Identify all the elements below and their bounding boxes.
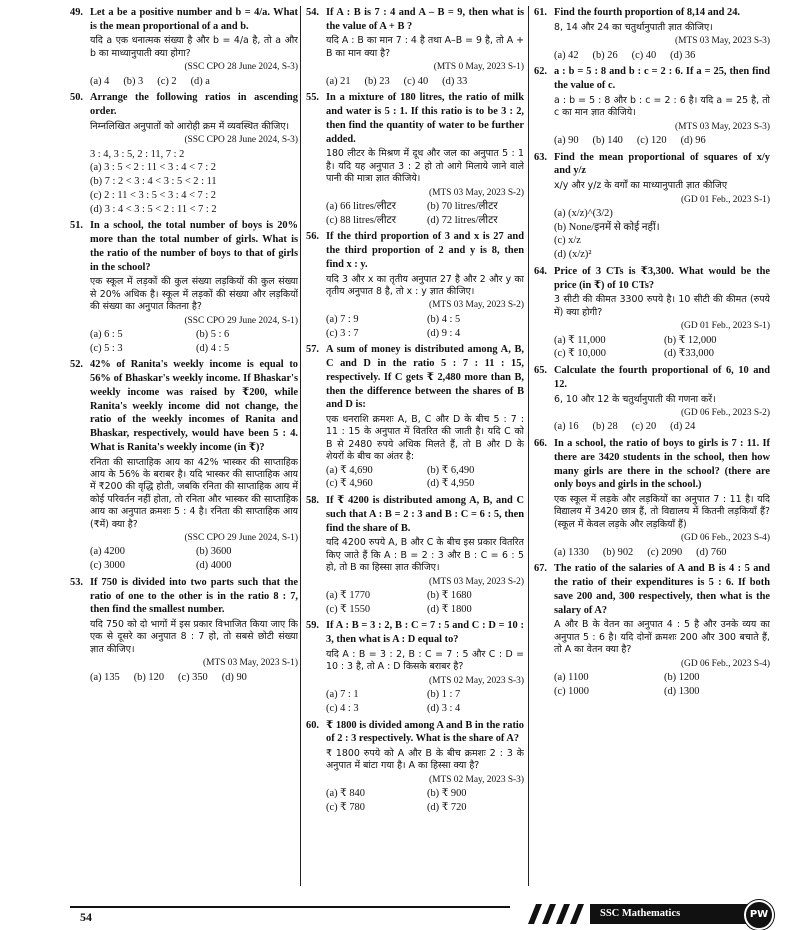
question-body	[90, 358, 298, 572]
option-a: (a) 6 : 5	[90, 328, 123, 340]
question-body	[554, 364, 770, 434]
footer-stripes-icon	[520, 904, 590, 924]
exam-source: (GD 06 Feb., 2023 S-2)	[680, 407, 770, 418]
question-item	[70, 91, 298, 216]
option-c: (c) 88 litres/लीटर	[326, 214, 397, 226]
question-item	[306, 230, 524, 340]
exam-source: (MTS 03 May, 2023 S-3)	[675, 121, 770, 132]
options	[326, 688, 524, 715]
question-number: 49.	[70, 7, 83, 18]
option-d: (d) 4 : 5	[196, 342, 230, 354]
options	[554, 671, 770, 698]
question-text-english: If A : B = 3 : 2, B : C = 7 : 5 and C : D = 10 : 3, then what is A : D equal to?	[326, 620, 524, 646]
question-text-english: If A : B is 7 : 4 and A – B = 9, then what is the value of A + B ?	[326, 7, 524, 32]
option-c: (c) ₹ 4,960	[326, 478, 373, 490]
question-text-english: If ₹ 4200 is distributed among A, B, and C such that A : B = 2 : 3 and B : C = 6 : 5, then find the share of B.	[326, 495, 524, 534]
option-b: (b) 3	[123, 75, 144, 87]
option-b: (b) 1 : 7	[427, 689, 461, 701]
question-text-english: a : b = 5 : 8 and b : c = 2 : 6. If a = 25, then find the value of c.	[554, 66, 770, 92]
question-text-hindi: रनिता की साप्ताहिक आय का 42% भास्कर की साप्ताहिक आय के 56% के बराबर है। यदि भास्कर की साप्ताहिक आय में ₹200 की वृद्धि होती, जबकि रनिता की साप्ताहिक आय में कोई परिवर्तन नहीं होता, तो रनिता और भास्कर की साप्ताहिक आय का अनुपात क्रमशः 5 : 4 है। रनिता की साप्ताहिक आय (₹में) क्या है?	[90, 456, 298, 530]
question-text-hindi: ₹ 1800 रुपये को A और B के बीच क्रमशः 2 : 3 के अनुपात में बांटा गया है। A का हिस्सा क्या है?	[326, 748, 524, 772]
question-text-hindi: x/y और y/z के वर्गों का माध्यानुपाती ज्ञात कीजिए	[554, 180, 728, 192]
option-c: (c) 350	[178, 671, 208, 683]
option-a: (a) 1330	[554, 546, 589, 558]
exam-source: (MTS 02 May, 2023 S-3)	[429, 675, 524, 686]
question-number: 67.	[534, 563, 547, 575]
question-body	[90, 576, 298, 685]
column-1	[70, 6, 298, 886]
option-d: (d) ₹33,000	[664, 348, 714, 360]
option-c: (c) ₹ 780	[326, 801, 365, 813]
option-d: (d) ₹ 4,950	[427, 478, 475, 490]
question-item	[534, 151, 770, 262]
question-item	[70, 576, 298, 685]
option-a: (a) 7 : 1	[326, 689, 359, 701]
question-item	[306, 91, 524, 227]
question-body	[554, 6, 770, 62]
exam-source: (SSC CPO 28 June 2024, S-3)	[184, 62, 298, 73]
question-text-english: A sum of money is distributed among A, B, C and D in the ratio 5 : 7 : 11 : 15, respectively. If C gets ₹ 2,480 more than B, then the difference between the shares of B and D is:	[326, 344, 524, 411]
question-body	[326, 719, 524, 815]
option-d: (d) (x/z)²	[554, 249, 592, 261]
question-item	[70, 6, 298, 88]
option-d: (d) 24	[670, 421, 696, 433]
options	[326, 464, 524, 491]
question-number: 53.	[70, 576, 83, 588]
question-number: 65.	[534, 365, 547, 377]
question-text-english: Let a be a positive number and b = 4/a. What is the mean proportional of a and b.	[90, 7, 298, 32]
question-number: 63.	[534, 151, 547, 163]
option-d: (d) 760	[696, 546, 727, 558]
question-text-english: The ratio of the salaries of A and B is 4 : 5 and the ratio of their expenditures is 5 : 6. If both save 200 and, 300 respectively, then what is the salary of A?	[554, 563, 770, 616]
option-a: (a) 4200	[90, 546, 125, 558]
question-item	[534, 265, 770, 361]
option-b: (b) ₹ 1680	[427, 589, 472, 601]
question-text-english: In a school, the ratio of boys to girls is 7 : 11. If there are 3420 students in the school, then how many girls are there in the school? (there are only boys and girls in the school.)	[554, 438, 770, 491]
option-a: (a) ₹ 11,000	[554, 334, 606, 346]
option-a: (a) (x/z)^(3/2)	[554, 207, 613, 219]
option-a: (a) 16	[554, 421, 579, 433]
options	[554, 134, 770, 148]
option-b: (b) 7 : 2 < 3 : 4 < 3 : 5 < 2 : 11	[90, 176, 217, 188]
question-body	[326, 343, 524, 491]
option-d: (d) 4000	[196, 560, 232, 572]
option-b: (b) 1200	[664, 671, 700, 683]
option-d: (d) 3 : 4 < 3 : 5 < 2 : 11 < 7 : 2	[90, 203, 217, 215]
option-a: (a) 21	[326, 75, 351, 87]
option-c: (c) 3 : 7	[326, 327, 359, 339]
question-number: 60.	[306, 719, 319, 731]
question-body	[554, 437, 770, 559]
option-d: (d) 3 : 4	[427, 702, 461, 714]
option-d: (d) 1300	[664, 685, 700, 697]
question-text-hindi: A और B के वेतन का अनुपात 4 : 5 है और उनके व्यय का अनुपात 5 : 6 है। यदि दोनों क्रमशः 200 और 300 बचाते हैं, तो A का वेतन क्या है?	[554, 619, 770, 656]
options	[90, 545, 298, 572]
question-item	[306, 619, 524, 715]
option-b: (b) ₹ 900	[427, 788, 467, 800]
question-text-hindi: यदि A : B का मान 7 : 4 है तथा A–B = 9 है, तो A + B का मान क्या है?	[326, 35, 524, 59]
option-c: (c) 2090	[647, 546, 683, 558]
question-item	[306, 343, 524, 491]
pw-logo-icon: PW	[744, 900, 774, 930]
options	[554, 334, 770, 361]
exam-source: (GD 01 Feb., 2023 S-1)	[680, 321, 770, 332]
options	[326, 75, 524, 89]
question-body	[90, 6, 298, 88]
option-d: (d) 96	[680, 134, 706, 146]
question-text-hindi: 3 सीटी की कीमत 3300 रुपये है। 10 सीटी की कीमत (रुपये में) क्या होगी?	[554, 294, 770, 318]
options	[90, 328, 298, 355]
option-b: (b) 120	[133, 671, 165, 683]
option-b: (b) 140	[592, 134, 623, 146]
question-text-english: Arrange the following ratios in ascending order.	[90, 92, 298, 118]
question-item	[306, 719, 524, 815]
question-body	[554, 65, 770, 147]
option-b: (b) ₹ 6,490	[427, 464, 475, 476]
question-text-hindi: a : b = 5 : 8 और b : c = 2 : 6 है। यदि a = 25 है, तो c का मान ज्ञात कीजिये।	[554, 94, 770, 119]
exam-source: (MTS 03 May, 2023 S-3)	[675, 36, 770, 47]
question-text-hindi: यदि A : B = 3 : 2, B : C = 7 : 5 और C : D = 10 : 3 है, तो A : D किसके बराबर है?	[326, 648, 524, 673]
option-d: (d) 36	[670, 49, 696, 61]
question-item	[306, 494, 524, 616]
question-text-hindi: यदि a एक धनात्मक संख्या है और b = 4/a है, तो a और b का माध्यानुपाती क्या होगा?	[90, 35, 298, 59]
question-item	[306, 6, 524, 88]
exam-source: (SSC CPO 28 June 2024, S-3)	[184, 135, 298, 146]
question-number: 52.	[70, 359, 83, 371]
column-2	[306, 6, 524, 886]
options	[554, 207, 770, 262]
question-number: 59.	[306, 620, 319, 632]
option-c: (c) 40	[631, 49, 657, 61]
question-number: 55.	[306, 92, 319, 104]
option-a: (a) 7 : 9	[326, 313, 359, 325]
option-b: (b) 3600	[196, 546, 232, 558]
footer-rule	[70, 906, 510, 908]
exam-source: (MTS 03 May, 2023 S-2)	[429, 576, 524, 587]
question-text-english: Calculate the fourth proportional of 6, 10 and 12.	[554, 365, 770, 390]
option-c: (c) 5 : 3	[90, 342, 123, 354]
options	[90, 671, 298, 685]
option-c: (c) 20	[631, 421, 657, 433]
exam-source: (MTS 0 May, 2023 S-1)	[433, 62, 524, 73]
exam-source: (SSC CPO 29 June 2024, S-1)	[184, 532, 298, 543]
exam-source: (GD 06 Feb., 2023 S-4)	[680, 533, 770, 544]
option-c: (c) 1000	[554, 685, 589, 697]
option-c: (c) 4 : 3	[326, 702, 359, 714]
exam-source: (MTS 02 May, 2023 S-3)	[429, 774, 524, 785]
question-text-english: Price of 3 CTs is ₹3,300. What would be the price (in ₹) of 10 CTs?	[554, 265, 770, 291]
question-body	[326, 6, 524, 88]
option-b: (b) 902	[602, 546, 634, 558]
question-text-english: In a mixture of 180 litres, the ratio of milk and water is 5 : 1. If this ratio is to be 3 : 2, then find the quantity of water to be further added.	[326, 92, 524, 145]
option-a: (a) 42	[554, 49, 579, 61]
option-b: (b) ₹ 12,000	[664, 334, 717, 346]
question-body	[554, 562, 770, 698]
question-item	[534, 437, 770, 559]
exam-source: (GD 06 Feb., 2023 S-4)	[680, 658, 770, 669]
question-text-hindi: यदि 750 को दो भागों में इस प्रकार विभाजित किया जाए कि एक से दूसरे का अनुपात 8 : 7 हो, तो सबसे छोटी संख्या ज्ञात कीजिए।	[90, 619, 298, 655]
question-item	[534, 364, 770, 434]
question-body	[326, 494, 524, 616]
option-a: (a) 3 : 5 < 2 : 11 < 3 : 4 < 7 : 2	[90, 162, 216, 174]
question-text-hindi: 180 लीटर के मिश्रण में दूध और जल का अनुपात 5 : 1 है। यदि यह अनुपात 3 : 2 हो तो आगे मिलाये जाने वाले पानी की मात्रा ज्ञात कीजिये।	[326, 148, 524, 185]
question-text-hindi: यदि 4200 रुपये A, B और C के बीच इस प्रकार वितरित किए जाते हैं कि A : B = 2 : 3 और B : C = 6 : 5 हो, तो B का हिस्सा ज्ञात कीजिए।	[326, 537, 524, 574]
question-number: 51.	[70, 220, 83, 232]
option-b: (b) 28	[592, 421, 618, 433]
option-d: (d) ₹ 1800	[427, 603, 472, 615]
exam-source: (MTS 03 May, 2023 S-1)	[203, 658, 298, 669]
column-divider	[300, 6, 301, 886]
option-b: (b) 23	[364, 75, 390, 87]
question-text-english: 42% of Ranita's weekly income is equal to 56% of Bhaskar's weekly income. If Bhaskar's weekly income was raised by ₹200, while Ranita's weekly income did not change, the ratio of the weekly incomes of Ranita and Bhaskar, respectively, would have been 5 : 4. What is Ranita's weekly income (in ₹)?	[90, 359, 298, 453]
option-a: (a) 1100	[554, 671, 589, 683]
option-b: (b) 26	[592, 49, 618, 61]
options	[326, 313, 524, 340]
option-a: (a) 90	[554, 134, 579, 146]
question-number: 64.	[534, 265, 547, 277]
question-text-hindi: 8, 14 और 24 का चतुर्थानुपाती ज्ञात कीजिए।	[554, 21, 713, 33]
option-d: (d) 90	[221, 671, 247, 683]
options	[326, 200, 524, 227]
exam-source: (GD 01 Feb., 2023 S-1)	[680, 194, 770, 205]
option-c: (c) 40	[403, 75, 429, 87]
question-item	[70, 219, 298, 355]
options	[90, 161, 298, 216]
option-a: (a) ₹ 840	[326, 788, 365, 800]
option-a: (a) 4	[90, 75, 110, 87]
question-body	[90, 91, 298, 216]
column-3	[534, 6, 770, 886]
question-body	[326, 91, 524, 227]
question-number: 54.	[306, 7, 319, 18]
options	[90, 75, 298, 89]
option-a: (a) 66 litres/लीटर	[326, 200, 397, 212]
options	[554, 49, 770, 63]
question-item	[534, 562, 770, 698]
question-number: 50.	[70, 92, 83, 104]
question-text-english: If the third proportion of 3 and x is 27 and the third proportion of 2 and y is 8, then find x : y.	[326, 231, 524, 270]
question-number: 56.	[306, 231, 319, 243]
page-number: 54	[80, 910, 92, 924]
question-body	[326, 230, 524, 340]
option-c: (c) 120	[636, 134, 667, 146]
question-number: 62.	[534, 66, 547, 78]
question-text-hindi: एक धनराशि क्रमशः A, B, C और D के बीच 5 : 7 : 11 : 15 के अनुपात में वितरित की जाती है। यदि C को B से 2480 रुपये अधिक मिलते हैं, तो B और D के शेयरों के बीच का अंतर है:	[326, 414, 524, 463]
option-c: (c) 2 : 11 < 3 : 5 < 3 : 4 < 7 : 2	[90, 189, 216, 201]
option-d: (d) 72 litres/लीटर	[427, 214, 498, 226]
column-divider	[528, 6, 529, 886]
options	[326, 787, 524, 814]
options	[554, 420, 770, 434]
options	[326, 589, 524, 616]
question-text-english: In a school, the total number of boys is 20% more than the total number of girls. What is the ratio of the number of boys to that of girls in the school?	[90, 220, 298, 273]
question-item	[534, 6, 770, 62]
option-b: (b) 70 litres/लीटर	[427, 200, 498, 212]
question-text-english: ₹ 1800 is divided among A and B in the ratio of 2 : 3 respectively. What is the share of A?	[326, 719, 524, 745]
question-text-english: If 750 is divided into two parts such that the ratio of one to the other is in the ratio 8 : 7, then find the smallest number.	[90, 576, 298, 616]
question-item	[534, 65, 770, 147]
question-number: 61.	[534, 7, 547, 18]
question-number: 57.	[306, 344, 319, 356]
option-a: (a) 135	[90, 671, 120, 683]
question-body	[326, 619, 524, 715]
question-number: 58.	[306, 495, 319, 507]
question-text-hindi: निम्नलिखित अनुपातों को आरोही क्रम में व्यवस्थित कीजिए।	[90, 120, 290, 132]
option-b: (b) 5 : 6	[196, 328, 230, 340]
question-body	[554, 265, 770, 361]
question-body	[90, 219, 298, 355]
page-footer	[0, 902, 800, 930]
question-number: 66.	[534, 438, 547, 450]
option-a: (a) ₹ 1770	[326, 589, 371, 601]
exam-source: (SSC CPO 29 June 2024, S-1)	[184, 315, 298, 326]
option-d: (d) 33	[442, 75, 468, 87]
option-d: (d) 9 : 4	[427, 327, 461, 339]
options	[554, 546, 770, 560]
option-d: (d) ₹ 720	[427, 801, 467, 813]
option-c: (c) x/z	[554, 235, 581, 247]
option-a: (a) ₹ 4,690	[326, 464, 373, 476]
option-c: (c) ₹ 10,000	[554, 348, 606, 360]
question-text-hindi: 6, 10 और 12 के चतुर्थानुपाती की गणना करें।	[554, 393, 716, 405]
question-text-hindi: एक स्कूल में लड़कों की कुल संख्या लड़कियों की कुल संख्या से 20% अधिक है। स्कूल में लड़कों की संख्या और लड़कियों की संख्या का अनुपात कितना है?	[90, 276, 298, 313]
question-text-english: Find the fourth proportion of 8,14 and 24.	[554, 7, 740, 18]
option-c: (c) ₹ 1550	[326, 603, 371, 615]
exam-source: (MTS 03 May, 2023 S-2)	[429, 187, 524, 198]
given-ratios: 3 : 4, 3 : 5, 2 : 11, 7 : 2	[90, 148, 185, 160]
option-c: (c) 2	[157, 75, 177, 87]
question-text-hindi: एक स्कूल में लड़के और लड़कियों का अनुपात 7 : 11 है। यदि विद्यालय में 3420 छात्र हैं, तो विद्यालय में कितनी लड़कियाँ हैं? (स्कूल में केवल लड़के और लड़कियाँ हैं)	[554, 494, 770, 530]
exam-source: (MTS 03 May, 2023 S-2)	[429, 300, 524, 311]
option-b: (b) None/इनमें से कोई नहीं।	[554, 221, 660, 233]
option-b: (b) 4 : 5	[427, 313, 461, 325]
question-text-hindi: यदि 3 और x का तृतीय अनुपात 27 है और 2 और y का तृतीय अनुपात 8 है, तो x : y ज्ञात कीजिए।	[326, 273, 524, 298]
question-item	[70, 358, 298, 572]
option-c: (c) 3000	[90, 560, 125, 572]
option-d: (d) a	[190, 75, 210, 87]
question-body	[554, 151, 770, 262]
footer-brand: SSC Mathematics	[590, 904, 760, 924]
question-text-english: Find the mean proportional of squares of x/y and y/z	[554, 151, 770, 177]
